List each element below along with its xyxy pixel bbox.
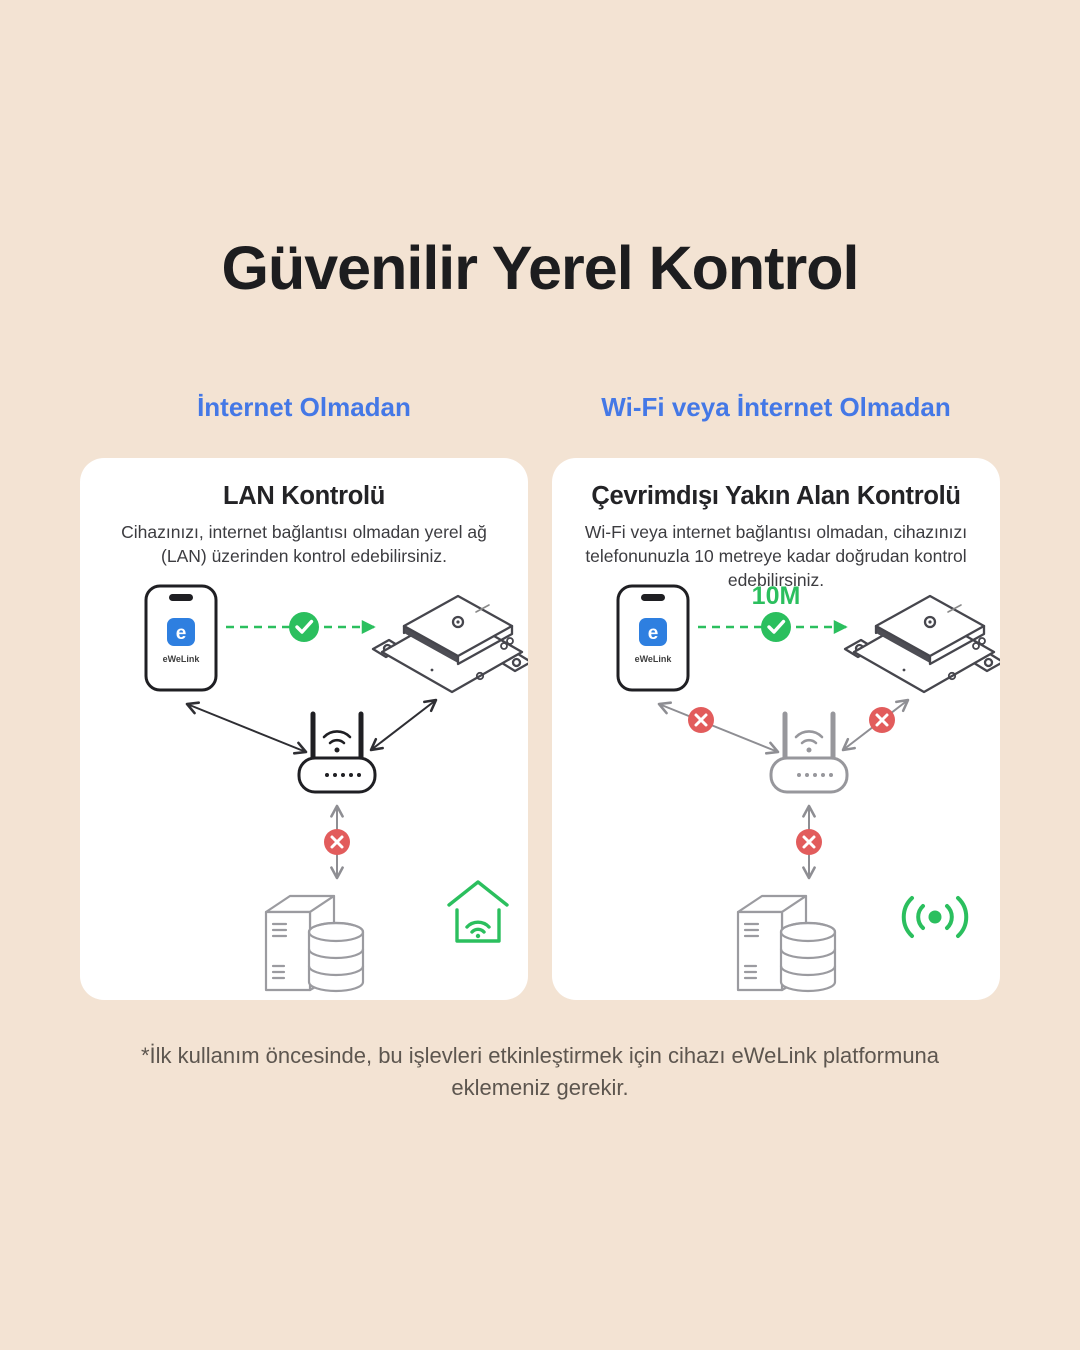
nearby-signal-icon xyxy=(904,898,967,936)
x-circle-icon xyxy=(796,829,822,855)
database-icon xyxy=(309,923,363,991)
card-lan-control xyxy=(80,458,528,1000)
ewelink-app-initial: e xyxy=(175,623,187,644)
phone-router-link xyxy=(187,704,306,752)
x-circle-icon xyxy=(324,829,350,855)
home-wifi-icon xyxy=(449,882,507,941)
card-title: Çevrimdışı Yakın Alan Kontrolü xyxy=(591,482,961,510)
card-title: LAN Kontrolü xyxy=(222,482,386,510)
eyebrow-wifi-veya-internet-olmadan: Wi-Fi veya İnternet Olmadan xyxy=(601,392,951,422)
x-circle-icon xyxy=(688,707,714,733)
wifi-icon xyxy=(324,731,350,752)
phone-notch xyxy=(169,594,193,601)
smart-device-icon xyxy=(845,596,1000,692)
card-description: Cihazınızı, internet bağlantısı olmadan yerel ağ (LAN) üzerinden kontrol edebilirsiniz. xyxy=(121,522,487,567)
router-icon xyxy=(771,714,847,792)
check-circle-icon xyxy=(761,612,791,642)
smart-device-icon xyxy=(373,596,528,692)
lan-control-diagram xyxy=(80,580,528,1000)
card-description: Wi-Fi veya internet bağlantısı olmadan, cihazınızı telefonunuzla 10 metreye kadar doğrudan kontrol edebilirsiniz. xyxy=(584,522,968,591)
phone-icon xyxy=(618,586,688,690)
phone-router-link xyxy=(659,704,778,752)
database-icon xyxy=(781,923,835,991)
page-title: Güvenilir Yerel Kontrol xyxy=(221,234,859,302)
ewelink-app-label: eWeLink xyxy=(634,654,672,664)
device-router-link xyxy=(371,700,436,750)
server-icon xyxy=(738,896,835,991)
phone-icon xyxy=(146,586,216,690)
footer-note: *İlk kullanım öncesinde, bu işlevleri etkinleştirmek için cihazı eWeLink platformuna eklemeniz gerekir. xyxy=(140,1043,940,1100)
server-icon xyxy=(266,896,363,991)
wifi-icon xyxy=(796,731,822,752)
offline-control-diagram xyxy=(552,580,1000,1000)
ewelink-app-label: eWeLink xyxy=(162,654,200,664)
phone-notch xyxy=(641,594,665,601)
ewelink-app-initial: e xyxy=(647,623,659,644)
distance-label: 10M xyxy=(751,582,801,610)
card-offline-near-field-control xyxy=(552,458,1000,1000)
router-icon xyxy=(299,714,375,792)
check-circle-icon xyxy=(289,612,319,642)
eyebrow-internet-olmadan: İnternet Olmadan xyxy=(197,392,411,422)
x-circle-icon xyxy=(869,707,895,733)
